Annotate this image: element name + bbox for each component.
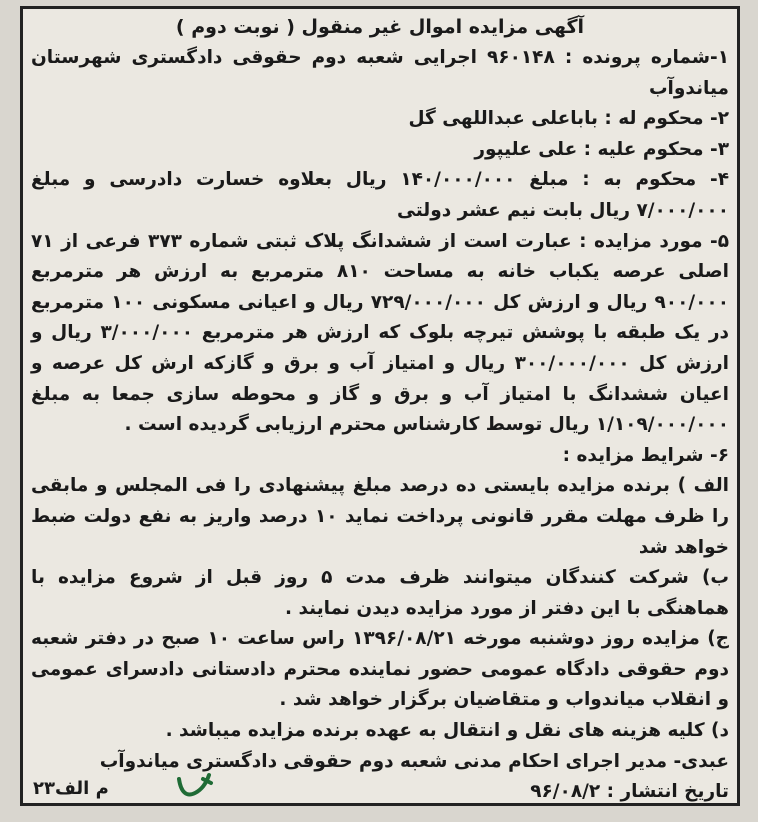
notice-title: آگهی مزایده اموال غیر منقول ( نوبت دوم )	[175, 16, 585, 38]
condition-d: د) کلیه هزینه های نقل و انتقال به عهده برنده مزایده میباشد .	[165, 720, 729, 742]
publish-date: تاریخ انتشار : ۹۶/۰۸/۲	[530, 781, 729, 803]
notice-clipping	[20, 6, 740, 806]
defendant: ۳- محکوم علیه : علی علیپور	[474, 138, 729, 160]
condition-b: ب) شرکت کنندگان میتوانند ظرف مدت ۵ روز قبل از شروع مزایده با هماهنگی با این دفتر از مورد مزایده دیدن نمایند .	[31, 567, 729, 619]
auction-subject: ۵- مورد مزایده : عبارت است از ششدانگ پلاک ثبتی شماره ۳۷۳ فرعی از ۷۱ اصلی عرصه یکباب خانه به مساحت ۸۱۰ مترمربع به ارزش هر مترمربع ۹۰۰/۰۰۰ ریال و ارزش کل ۷۲۹/۰۰۰/۰۰۰ ریال و اعیانی مسکونی ۱۰۰ مترمربع در یک طبقه با پوشش تیرچه بلوک که ارزش هر مترمربع ۳/۰۰۰/۰۰۰ ریال و ارزش کل ۳۰۰/۰۰۰/۰۰۰ ریال و امتیاز آب و برق و گازکه ارش کل عرصه و اعیان ششدانگ با امتیاز آب و برق و گاز و محوطه سازی جمعا به مبلغ ۱/۱۰۹/۰۰۰/۰۰۰ ریال توسط کارشناس محترم ارزیابی گردیده است .	[31, 230, 730, 436]
condition-c: ج) مزایده روز دوشنبه مورخه ۱۳۹۶/۰۸/۲۱ راس ساعت ۱۰ صبح در دفتر شعبه دوم حقوقی دادگاه عمومی حضور نماینده محترم دادستانی دادسرای عمومی و انقلاب میاندواب و متقاضیان برگزار خواهد شد .	[31, 628, 729, 711]
condition-a: الف ) برنده مزایده بایستی ده درصد مبلغ پیشنهادی را فی المجلس و مابقی را ظرف مهلت مقرر قانونی پرداخت نماید ۱۰ درصد واریز به نفع دولت ضبط خواهد شد	[31, 475, 730, 558]
case-number: ۱-شماره پرونده : ۹۶۰۱۴۸ اجرایی شعبه دوم حقوقی دادگستری شهرستان میاندوآب	[31, 47, 729, 99]
judgment-amount: ۴- محکوم به : مبلغ ۱۴۰/۰۰۰/۰۰۰ ریال بعلاوه خسارت دادرسی و مبلغ ۷/۰۰۰/۰۰۰ ریال بابت نیم عشر دولتی	[31, 169, 729, 221]
auction-conditions-heading: ۶- شرایط مزایده :	[562, 444, 729, 466]
signature-line: عبدی- مدیر اجرای احکام مدنی شعبه دوم حقوقی دادگستری میاندوآب	[99, 750, 729, 772]
plaintiff: ۲- محکوم له : باباعلی عبداللهی گل	[408, 108, 729, 130]
handwritten-mark-icon	[173, 771, 217, 801]
notice-code: م الف۲۳	[33, 778, 109, 799]
